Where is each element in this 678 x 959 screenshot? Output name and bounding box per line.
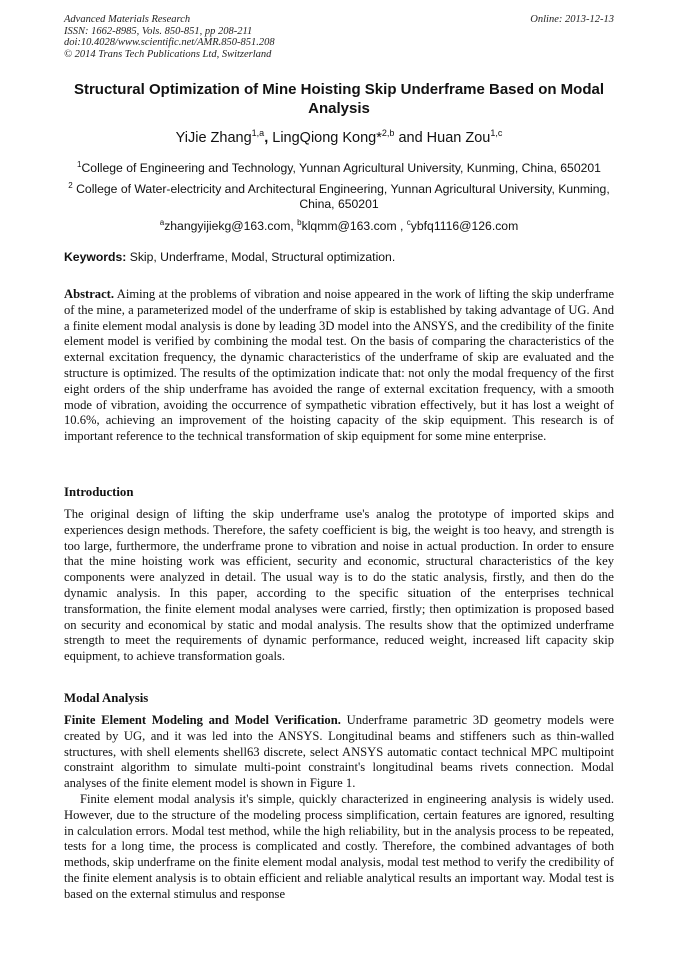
author-1: YiJie Zhang — [175, 129, 252, 146]
journal-header — [64, 14, 275, 60]
affiliation-1-sup: 1 — [77, 160, 82, 169]
author-2: LingQiong Kong* — [272, 129, 382, 146]
keywords — [64, 250, 614, 264]
introduction-paragraph: The original design of lifting the skip underframe use's analog the prototype of imported skips and experiences design methods. Therefore, the safety coefficient is big, the weight is too heavy, and strength is too large, furthermore, the underframe prone to vibration and noise in actual production. In order to ensure that the mine hoisting work was efficient, security and economic, structural characteristics of the key components were analyzed in detail. The usual way is to do the static analysis, firstly, and then do the dynamic analysis. In this paper, according to the specific situation of the enterprises technical transformation, the finite element modal analyses were carried, firstly; then optimization is proposed based on security and economical by static and modal analysis. The results show that the optimized underframe strength to meet the requirements of dynamic performance, reduced weight, increased lift capacity skip equipment, to achieve transformation goals. — [64, 507, 614, 664]
keywords-label: Keywords: — [64, 250, 127, 264]
email-a: zhangyijiekg@163.com, — [164, 219, 298, 234]
affiliation-2 — [64, 178, 614, 212]
author-3: Huan Zou — [426, 129, 491, 146]
modal-paragraph-1-text: Underframe parametric 3D geometry models were created by UG, and it was led into the ANSYS. Longitudinal beams and stiffeners such as thin-walled structures, with shell elements shell63 discrete, select ANSYS automatic contact technical MPC multipoint constraint algorithm to simulate multi-point constraint's longitudinal beams rivets connection. Modal analyses of the finite element model is shown in Figure 1. — [64, 713, 614, 791]
author-1-sup: 1,a — [251, 128, 265, 138]
keywords-text: Skip, Underframe, Modal, Structural optimization. — [126, 250, 396, 264]
affiliation-2-text: College of Water-electricity and Architectural Engineering, Yunnan Agricultural University, Kunming, China, 650201 — [72, 182, 610, 212]
email-c: ybfq1116@126.com — [410, 219, 519, 234]
abstract-text: Aiming at the problems of vibration and noise appeared in the work of lifting the skip underframe of the mine, a parameterized model of the underframe of skip is established by taking advantage of UG. And a finite element modal analysis is done by leading 3D model into the ANSYS, and the credibility of the finite element model is verified by combining the modal test. On the basis of comparing the characteristics of the external excitation frequency, the dynamic characteristics of the underframe of skip are evaluated and the structure is optimized. The results of the optimization indicate that: not only the modal frequency of the first eight orders of the ship underframe has avoided the range of external excitation frequency, with a smooth mode of vibration, avoiding the occurrence of sympathetic vibration effectively, but it has lost a weight of 10.6%, achieving an improvement of the hoisting capacity of the skip equipment. This research is of important reference to the technical transformation of skip equipment for some mine enterprise. — [64, 287, 614, 444]
affiliation-2-sup: 2 — [68, 181, 73, 190]
introduction-heading: Introduction — [64, 485, 134, 499]
issn-line: ISSN: 1662-8985, Vols. 850-851, pp 208-211 — [64, 25, 253, 37]
copyright-line: © 2014 Trans Tech Publications Ltd, Switzerland — [64, 48, 272, 60]
online-date: Online: 2013-12-13 — [530, 14, 614, 25]
author-sep: , — [264, 129, 273, 146]
modal-paragraph-1 — [64, 713, 614, 792]
paper-title: Structural Optimization of Mine Hoisting Skip Underframe Based on Modal Analysis — [73, 81, 605, 117]
affiliation-1-text: College of Engineering and Technology, Yunnan Agricultural University, Kunming, China, 650201 — [81, 161, 601, 176]
email-c-sup: c — [406, 218, 411, 227]
modal-subheading: Finite Element Modeling and Model Verification. — [64, 713, 341, 727]
affiliation-1 — [64, 157, 614, 176]
email-a-sup: a — [159, 218, 165, 227]
abstract-paragraph — [64, 287, 614, 445]
author-3-sup: 1,c — [490, 128, 503, 138]
email-b-sup: b — [297, 218, 302, 227]
email-line — [64, 215, 614, 234]
modal-analysis-heading: Modal Analysis — [64, 691, 149, 705]
modal-paragraph-2: Finite element modal analysis it's simple, quickly characterized in engineering analysis is widely used. However, due to the structure of the modeling process simplification, certain features are ignored, resulting in calculation errors. Modal test method, while the high reliability, but in the analysis process to be repeated, tests for a long time, the process is complicated and costly. Therefore, the combined advantages of both methods, skip underframe on the finite element modal analysis, modal test method to verify the credibility of the finite element analysis is to obtain efficient and reliable analytical results an important way. Modal test is based on the external stimulus and response — [64, 792, 614, 901]
abstract-label: Abstract. — [64, 287, 115, 301]
doi-line: doi:10.4028/www.scientific.net/AMR.850-851.208 — [64, 37, 275, 48]
journal-name: Advanced Materials Research — [64, 14, 191, 25]
author-line — [64, 128, 614, 146]
email-b: klqmm@163.com , — [301, 219, 407, 234]
author-and: and — [394, 129, 427, 146]
author-2-sup: 2,b — [381, 128, 395, 138]
